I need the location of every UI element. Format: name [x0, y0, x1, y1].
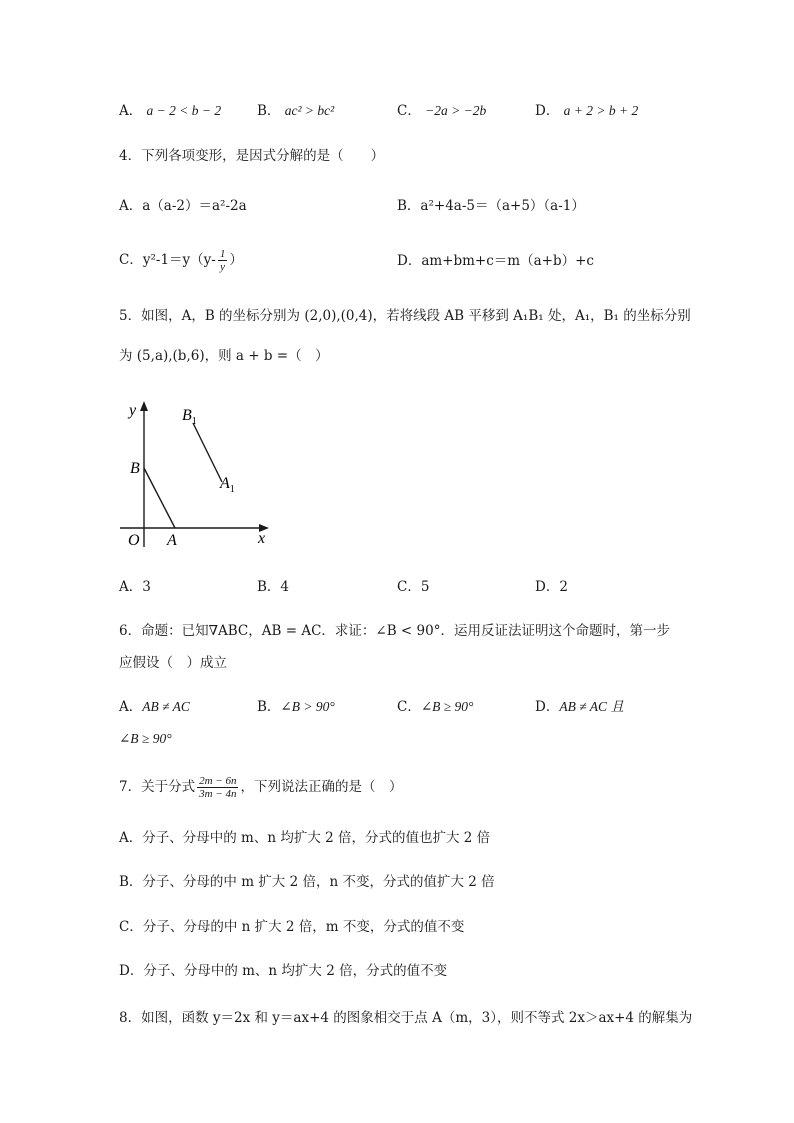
q6-stem-line1: 6．命题：已知∇ABC，AB = AC．求证：∠B < 90°．运用反证法证明这个命题时，第一步: [119, 623, 670, 639]
q5-coordinate-figure: [115, 395, 280, 555]
q7-fraction: [197, 775, 238, 800]
q6-option-a: [119, 697, 190, 717]
q5-option-b-letter: B．: [257, 579, 281, 595]
q5-option-b: [257, 577, 289, 597]
q6-option-a-text: AB ≠ AC: [142, 699, 190, 714]
q5-option-d-letter: D．: [535, 579, 560, 595]
q3-option-a-letter: A．: [119, 103, 143, 119]
q8-stem: 8．如图，函数 y＝2x 和 y＝ax+4 的图象相交于点 A（m，3），则不等式 2x＞ax+4 的解集为: [119, 1010, 693, 1026]
q6-stem-line2: 应假设（ ）成立: [119, 655, 227, 671]
q5-option-c-letter: C．: [397, 579, 421, 595]
q5-option-a-text: 3: [142, 579, 151, 595]
q5-option-b-text: 4: [280, 579, 290, 595]
q7-option-c: C．分子、分母的中 n 扩大 2 倍，m 不变，分式的值不变: [119, 919, 465, 935]
segment-ab: [144, 468, 175, 528]
q3-option-b-letter: B．: [257, 103, 281, 119]
q6-option-c-letter: C．: [397, 699, 421, 715]
q6-option-c: [397, 697, 473, 717]
q7-stem: [119, 772, 402, 802]
x-axis-label: x: [258, 530, 266, 547]
q6-option-d-text: AB ≠ AC 且: [559, 699, 624, 714]
q5-option-a: [119, 577, 151, 597]
q4-option-c-fraction: [218, 248, 228, 273]
segment-a1b1: [193, 423, 222, 482]
q4-option-b: [397, 196, 585, 216]
q3-option-d: [535, 101, 638, 121]
fraction-denominator: y: [220, 261, 226, 273]
q3-option-c: [397, 101, 486, 121]
q3-option-c-letter: C．: [397, 103, 421, 119]
q6-option-b: [257, 697, 335, 717]
q7-stem-post: ，下列说法正确的是（ ）: [240, 779, 403, 795]
q6-option-b-letter: B．: [257, 699, 281, 715]
y-axis-arrow: [140, 401, 148, 411]
q4-option-d-letter: D．: [397, 253, 422, 269]
q6-option-a-letter: A．: [119, 699, 143, 715]
q3-option-c-text: −2a > −2b: [425, 103, 487, 118]
point-a-label: A: [167, 532, 177, 549]
point-b1-letter: B: [182, 407, 192, 424]
q4-option-d: [397, 251, 594, 271]
q6-option-b-text: ∠B > 90°: [280, 699, 335, 714]
point-a1-subscript: 1: [229, 484, 235, 495]
fraction-numerator: 1: [219, 248, 226, 260]
q4-option-b-letter: B．: [397, 198, 421, 214]
point-b1-subscript: 1: [191, 416, 197, 427]
q7-option-b: B．分子、分母的中 m 扩大 2 倍，n 不变，分式的值扩大 2 倍: [119, 874, 495, 890]
q4-option-c-letter: C．: [119, 252, 143, 268]
q6-option-c-text: ∠B ≥ 90°: [420, 699, 474, 714]
q4-option-c-text-post: ）: [229, 252, 243, 268]
q3-option-a: [119, 101, 221, 121]
q5-option-c-text: 5: [420, 579, 430, 595]
q3-option-d-text: a + 2 > b + 2: [563, 103, 639, 118]
q7-option-d: D．分子、分母中的 m、n 均扩大 2 倍，分式的值不变: [119, 963, 448, 979]
q4-stem: 4．下列各项变形，是因式分解的是（ ）: [119, 148, 385, 164]
fraction-denominator: 3m − 4n: [199, 788, 237, 800]
q4-option-a: [119, 196, 247, 216]
q5-option-c: [397, 577, 429, 597]
origin-label: O: [128, 532, 140, 549]
point-a1-label: [219, 475, 235, 495]
q5-option-a-letter: A．: [119, 579, 143, 595]
q5-stem-line1: 5．如图，A，B 的坐标分别为 (2,0),(0,4)，若将线段 AB 平移到 A₁B₁ 处，A₁，B₁ 的坐标分别: [119, 308, 691, 324]
q6-option-d-continued: ∠B ≥ 90°: [119, 731, 172, 746]
q5-option-d: [535, 577, 568, 597]
q6-option-d-letter: D．: [535, 699, 560, 715]
q3-option-b-text: ac² > bc²: [284, 103, 335, 118]
q5-option-d-text: 2: [559, 579, 568, 595]
q3-option-b: [257, 101, 334, 121]
q4-option-b-text: a²+4a-5＝（a+5）（a-1）: [420, 198, 585, 214]
q4-option-c-text-pre: y²-1＝y（y-: [142, 252, 216, 268]
fraction-numerator: 2m − 6n: [199, 775, 237, 787]
point-a1-letter: A: [220, 475, 230, 492]
q4-option-d-text: am+bm+c＝m（a+b）+c: [421, 253, 594, 269]
y-axis-label: y: [129, 402, 137, 419]
q7-option-a: A．分子、分母中的 m、n 均扩大 2 倍，分式的值也扩大 2 倍: [119, 830, 491, 846]
q7-stem-pre: 7．关于分式: [119, 779, 196, 795]
q6-option-d: [535, 697, 624, 717]
q5-stem-line2: 为 (5,a),(b,6)，则 a + b =（ ）: [119, 348, 329, 364]
q4-option-a-text: a（a-2）＝a²-2a: [142, 198, 247, 214]
q3-option-d-letter: D．: [535, 103, 560, 119]
point-b1-label: [182, 407, 197, 427]
q4-option-c: [119, 248, 243, 273]
q4-option-a-letter: A．: [119, 198, 143, 214]
q3-option-a-text: a − 2 < b − 2: [146, 103, 222, 118]
point-b-label: B: [130, 460, 140, 477]
